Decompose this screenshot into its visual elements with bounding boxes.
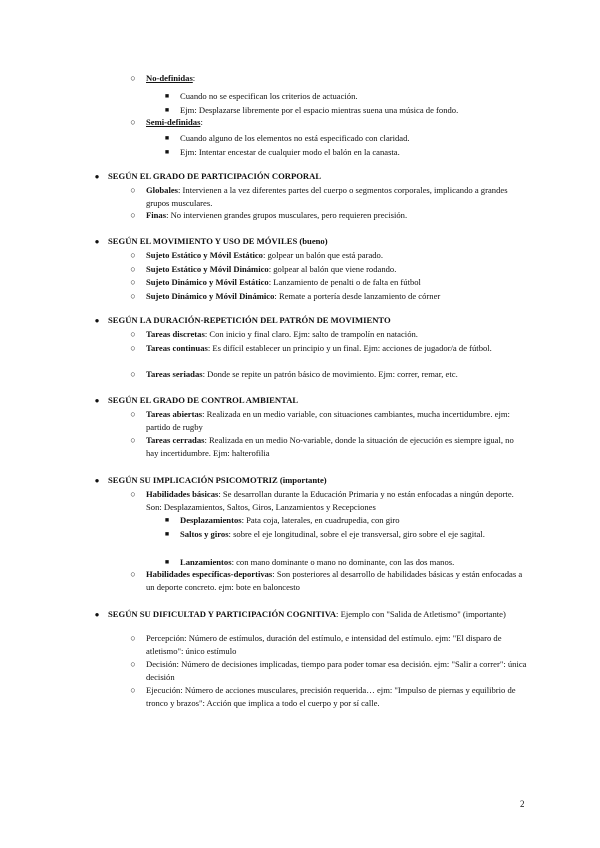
bullet-level-2-icon: ○ [130, 210, 136, 220]
item-bold-label: Sujeto Dinámico y Móvil Dinámico [146, 291, 275, 301]
bullet-level-3-icon: ■ [164, 558, 170, 566]
item-bold-label: Habilidades básicas [146, 489, 219, 499]
bullet-level-2-icon: ○ [130, 117, 136, 127]
item-text: : Lanzamiento de penalti o de falta en fútbol [268, 277, 421, 287]
bullet-level-3-icon: ■ [164, 134, 170, 142]
section-heading [108, 314, 528, 327]
bullet-level-3-icon: ■ [164, 92, 170, 100]
bullet-level-3-icon: ■ [164, 530, 170, 538]
bullet-level-2-icon: ○ [130, 277, 136, 287]
page-number: 2 [520, 799, 525, 809]
item-bold-label: SEGÚN SU IMPLICACIÓN PSICOMOTRIZ (importante) [108, 475, 327, 485]
bullet-level-3-icon: ■ [164, 106, 170, 114]
item-bold-label: Globales [146, 185, 178, 195]
bullet-level-2-icon: ○ [130, 369, 136, 379]
item-text: Ejecución: Número de acciones musculares, precisión requerida… ejm: "Impulso de piernas y equilibrio de tronco y brazos": Acción que implica a todo el cuerpo y por sí calle. [146, 685, 516, 708]
item-bold-label: Tareas cerradas [146, 435, 205, 445]
bullet-level-2-icon: ○ [130, 264, 136, 274]
item-text: : sobre el eje longitudinal, sobre el eje transversal, giro sobre el eje sagital. [228, 529, 485, 539]
bullet-level-2-icon: ○ [130, 73, 136, 83]
list-item [146, 116, 528, 129]
list-item [146, 328, 528, 341]
bullet-level-2-icon: ○ [130, 633, 136, 643]
section-heading [108, 170, 528, 183]
bullet-level-2-icon: ○ [130, 329, 136, 339]
section-heading [108, 608, 528, 621]
list-item [180, 146, 528, 159]
item-text: : [200, 117, 203, 127]
list-item [146, 434, 528, 460]
item-bold-label: Sujeto Estático y Móvil Dinámico [146, 264, 269, 274]
item-text: Cuando alguno de los elementos no está especificado con claridad. [180, 133, 410, 143]
section-heading [108, 474, 528, 487]
bullet-level-2-icon: ○ [130, 435, 136, 445]
item-bold-label: Habilidades específicas-deportivas [146, 569, 273, 579]
item-bold-label: SEGÚN EL GRADO DE CONTROL AMBIENTAL [108, 395, 299, 405]
list-item [180, 90, 528, 103]
bullet-level-1-icon: ● [94, 237, 100, 246]
section-heading [108, 235, 528, 248]
item-text: : Remate a portería desde lanzamiento de córner [274, 291, 441, 301]
section-heading [108, 394, 528, 407]
item-text: : golpear al balón que viene rodando. [268, 264, 397, 274]
item-text: : No intervienen grandes grupos musculares, pero requieren precisión. [166, 210, 408, 220]
bullet-level-2-icon: ○ [130, 569, 136, 579]
list-item [146, 658, 528, 684]
item-bold-label: SEGÚN EL MOVIMIENTO Y USO DE MÓVILES (bueno) [108, 236, 328, 246]
item-text: : Realizada en un medio No-variable, donde la situación de ejecución es siempre igual, no hay incertidumbre. Ejm: halterofilia [146, 435, 514, 458]
list-item [146, 568, 528, 594]
item-bold-label: Tareas seriadas [146, 369, 203, 379]
list-item [146, 368, 528, 381]
list-item [180, 132, 528, 145]
bullet-level-1-icon: ● [94, 172, 100, 181]
bullet-level-2-icon: ○ [130, 489, 136, 499]
list-item [146, 408, 528, 434]
list-item [146, 488, 528, 514]
bullet-level-1-icon: ● [94, 610, 100, 619]
item-text: : Son posteriores al desarrollo de habilidades básicas y están enfocadas a un deporte concreto. ejm: bote en baloncesto [146, 569, 523, 592]
item-text: Ejm: Intentar encestar de cualquier modo el balón en la canasta. [180, 147, 400, 157]
list-item [146, 184, 528, 210]
item-text: Ejm: Desplazarse libremente por el espacio mientras suena una música de fondo. [180, 105, 459, 115]
item-text: : Es difícil establecer un principio y un final. Ejm: acciones de jugador/a de fútbol. [207, 343, 492, 353]
bullet-level-2-icon: ○ [130, 409, 136, 419]
bullet-level-3-icon: ■ [164, 148, 170, 156]
list-item [146, 632, 528, 658]
item-bold-label: Tareas abiertas [146, 409, 203, 419]
item-bold-label: SEGÚN SU DIFICULTAD Y PARTICIPACIÓN COGNITIVA [108, 609, 337, 619]
bullet-level-1-icon: ● [94, 316, 100, 325]
item-text: : [192, 73, 196, 83]
item-text: : Ejemplo con "Salida de Atletismo" (importante) [336, 609, 506, 619]
list-item [180, 514, 528, 527]
item-bold-label: Lanzamientos [180, 557, 232, 567]
item-bold-label: SEGÚN EL GRADO DE PARTICIPACIÓN CORPORAL [108, 171, 322, 181]
bullet-level-2-icon: ○ [130, 343, 136, 353]
list-item [146, 263, 528, 276]
item-bold-label: Finas [146, 210, 167, 220]
bullet-level-2-icon: ○ [130, 685, 136, 695]
item-bold-label: SEGÚN LA DURACIÓN-REPETICIÓN DEL PATRÓN DE MOVIMIENTO [108, 315, 391, 325]
list-item [180, 528, 528, 541]
bullet-level-3-icon: ■ [164, 516, 170, 524]
item-text: Cuando no se especifican los criterios de actuación. [180, 91, 358, 101]
item-text: : golpear un balón que está parado. [262, 250, 384, 260]
bullet-level-2-icon: ○ [130, 659, 136, 669]
item-bold-label: Semi-definidas [146, 117, 201, 127]
item-bold-label: No-definidas [146, 73, 193, 83]
item-bold-label: Desplazamientos [180, 515, 242, 525]
bullet-level-2-icon: ○ [130, 185, 136, 195]
item-text: : Donde se repite un patrón básico de movimiento. Ejm: correr, remar, etc. [202, 369, 458, 379]
list-item [146, 342, 528, 355]
item-bold-label: Saltos y giros [180, 529, 229, 539]
item-bold-label: Sujeto Dinámico y Móvil Estático [146, 277, 269, 287]
item-bold-label: Sujeto Estático y Móvil Estático [146, 250, 263, 260]
bullet-level-1-icon: ● [94, 476, 100, 485]
bullet-level-2-icon: ○ [130, 291, 136, 301]
list-item [146, 290, 528, 303]
list-item [146, 249, 528, 262]
list-item [146, 276, 528, 289]
item-bold-label: Tareas discretas [146, 329, 205, 339]
list-item [146, 209, 528, 222]
item-text: : Intervienen a la vez diferentes partes del cuerpo o segmentos corporales, implicando a grandes grupos musculares. [146, 185, 508, 208]
item-text: : Se desarrollan durante la Educación Primaria y no están enfocadas a ningún deporte. Son: Desplazamientos, Saltos, Giros, Lanzamientos y Recepciones [146, 489, 514, 512]
item-text: : Pata coja, laterales, en cuadrupedia, con giro [241, 515, 400, 525]
item-text: : Realizada en un medio variable, con situaciones cambiantes, mucha incertidumbre. ejm: partido de rugby [146, 409, 510, 432]
item-text: : Con inicio y final claro. Ejm: salto de trampolín en natación. [204, 329, 418, 339]
bullet-level-2-icon: ○ [130, 250, 136, 260]
item-text: Percepción: Número de estímulos, duración del estímulo, e intensidad del estímulo. ejm: "El disparo de atletismo": único estímulo [146, 633, 502, 656]
list-item [146, 684, 528, 710]
item-text: Decisión: Número de decisiones implicadas, tiempo para poder tomar esa decisión. ejm: "Salir a correr": única decisión [146, 659, 527, 682]
item-bold-label: Tareas continuas [146, 343, 208, 353]
item-text: : con mano dominante o mano no dominante, con las dos manos. [231, 557, 455, 567]
list-item [146, 72, 528, 85]
bullet-level-1-icon: ● [94, 396, 100, 405]
